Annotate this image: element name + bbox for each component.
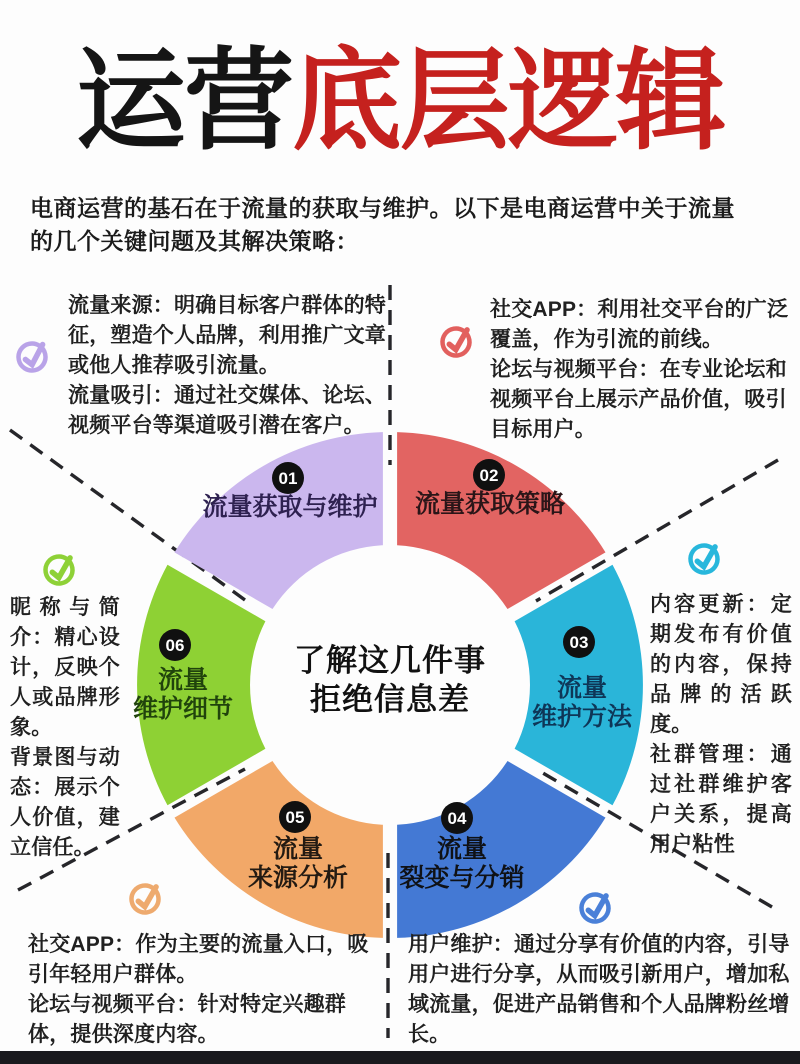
check-icon-top-left (10, 335, 54, 379)
note-entry: 昵称与简介：精心设计，反映个人或品牌形象。 (10, 596, 120, 740)
center-line2: 拒绝信息差 (310, 682, 470, 717)
badge-06-number: 06 (165, 636, 185, 655)
check-icon-bottom-right (573, 886, 617, 930)
segment-06-label-line2: 维护细节 (132, 695, 234, 723)
page-title (0, 36, 800, 168)
center-line1: 了解这几件事 (294, 643, 486, 678)
note-entry: 社交APP：利用社交平台的广泛覆盖，作为引流的前线。 (490, 298, 789, 352)
note-top-right (490, 295, 796, 445)
check-icon-right (682, 537, 726, 581)
note-entry: 流量吸引：通过社交媒体、论坛、视频平台等渠道吸引潜在客户。 (68, 384, 386, 438)
segment-01-label: 流量获取与维护 (202, 493, 378, 521)
segment-03-label-line1: 流量 (556, 674, 608, 702)
segment-05-label-line1: 流量 (272, 835, 324, 863)
check-icon-top-right (434, 320, 478, 364)
segment-02-arc (397, 432, 605, 609)
intro-paragraph: 电商运营的基石在于流量的获取与维护。以下是电商运营中关于流量的几个关键问题及其解决策略： (30, 195, 735, 255)
segment-02-label: 流量获取策略 (414, 490, 566, 518)
note-entry: 论坛与视频平台：在专业论坛和视频平台上展示产品价值，吸引目标用户。 (490, 358, 787, 442)
badge-03-number: 03 (569, 633, 589, 652)
title-black-part: 运营 (76, 40, 292, 163)
center-slogan (294, 643, 486, 717)
segment-06-label-line1: 流量 (157, 666, 209, 694)
badge-01-number: 01 (278, 469, 298, 488)
note-bottom-left (28, 930, 380, 1050)
check-icon-bottom-left (123, 877, 167, 921)
note-left (10, 593, 120, 863)
badge-05-number: 05 (285, 808, 305, 827)
segment-04-label-line1: 流量 (436, 835, 488, 863)
badge-04-number: 04 (447, 809, 467, 828)
note-entry: 流量来源：明确目标客户群体的特征，塑造个人品牌，利用推广文章或他人推荐吸引流量。 (68, 294, 386, 378)
badge-02-number: 02 (479, 466, 499, 485)
note-entry: 用户维护：通过分享有价值的内容，引导用户进行分享，从而吸引新用户，增加私域流量，促进产品销售和个人品牌粉丝增长。 (408, 933, 790, 1047)
segment-05-label-line2: 来源分析 (247, 864, 349, 892)
note-right (650, 590, 792, 860)
check-icon-left (37, 548, 81, 592)
title-red-part: 底层逻辑 (292, 40, 724, 163)
bottom-bar (0, 1051, 800, 1064)
note-bottom-right (408, 930, 794, 1050)
note-entry: 社交APP：作为主要的流量入口，吸引年轻用户群体。 (28, 933, 369, 987)
note-entry: 背景图与动态：展示个人价值，建立信任。 (10, 746, 120, 860)
note-top-left (68, 291, 390, 441)
note-entry: 社群管理：通过社群维护客户关系，提高用户粘性 (650, 743, 792, 857)
note-entry: 内容更新：定期发布有价值的内容，保持品牌的活跃度。 (650, 593, 792, 737)
note-entry: 论坛与视频平台：针对特定兴趣群体，提供深度内容。 (28, 993, 346, 1047)
segment-03-label-line2: 维护方法 (531, 703, 633, 731)
segment-04-label-line2: 裂变与分销 (399, 864, 525, 892)
